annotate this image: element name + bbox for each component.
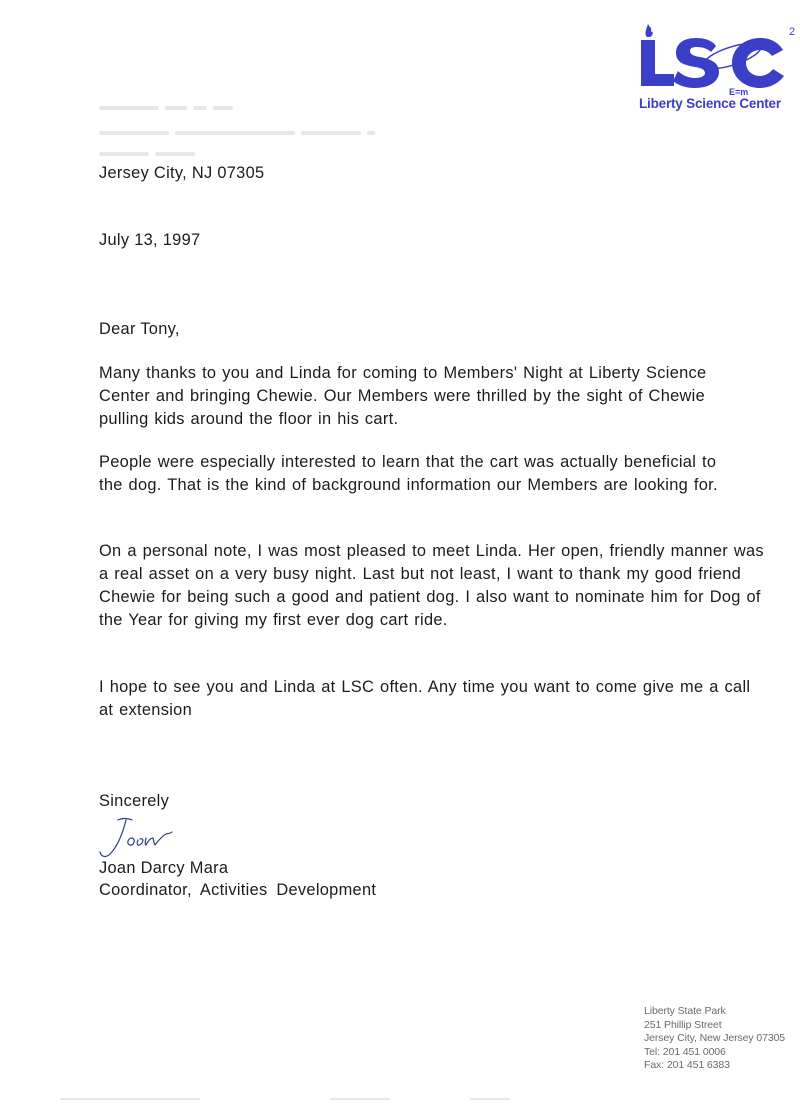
closing: Sincerely — [99, 792, 170, 810]
footer-line: Liberty State Park — [644, 1005, 726, 1017]
signer-name: Joan Darcy Mara — [99, 859, 229, 877]
logo-superscript: 2 — [789, 26, 796, 38]
footer-line: 251 Phillip Street — [644, 1018, 722, 1031]
footer-address — [644, 1005, 785, 1073]
footer-line: Tel: 201 451 0006 — [644, 1045, 726, 1058]
scan-speck — [330, 1098, 390, 1100]
lsc-logo-mark — [636, 22, 796, 98]
body-paragraph: Many thanks to you and Linda for coming to Members' Night at Liberty Science Center and bringing Chewie. Our Members were thrilled by the sight of Chewie pulling kids around the floor in his cart. — [99, 364, 707, 428]
letter-date: July 13, 1997 — [99, 231, 201, 249]
body-paragraph: I hope to see you and Linda at LSC often. Any time you want to come give me a call at extension — [99, 678, 751, 719]
salutation: Dear Tony, — [99, 320, 180, 338]
logo-formula: E=m — [729, 87, 749, 97]
faded-address-line — [99, 145, 201, 157]
recipient-city-line: Jersey City, NJ 07305 — [99, 164, 265, 182]
organization-name: Liberty Science Center — [639, 96, 781, 111]
faded-address-line — [99, 124, 381, 136]
faded-address-line — [99, 99, 239, 111]
scan-speck — [470, 1098, 510, 1100]
signer-title: Coordinator, Activities Development — [99, 881, 377, 899]
lsc-logo — [636, 22, 796, 118]
body-paragraph: People were especially interested to learn that the cart was actually beneficial to the dog. That is the kind of background information our Members are looking for. — [99, 453, 718, 494]
footer-line: Fax: 201 451 6383 — [644, 1059, 730, 1071]
footer-line: Jersey City, New Jersey 07305 — [644, 1032, 786, 1044]
scan-speck — [60, 1098, 200, 1100]
body-paragraph: On a personal note, I was most pleased to meet Linda. Her open, friendly manner was a real asset on a very busy night. Last but not least, I want to thank my good friend Chewie for being such a good and patient dog. I also want to nominate him for Dog of the Year for giving my first ever dog cart ride. — [99, 542, 764, 629]
